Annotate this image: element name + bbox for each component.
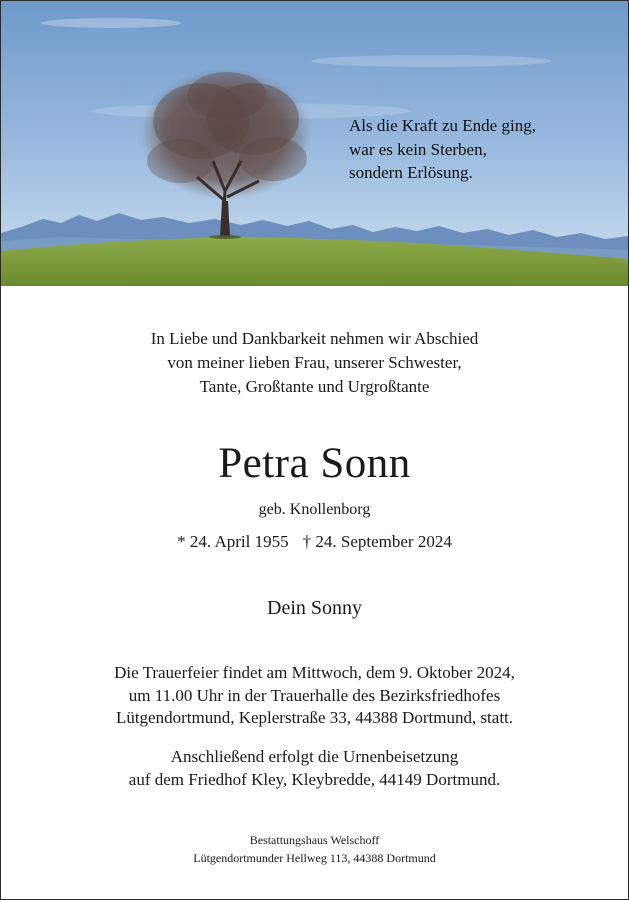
quote <box>349 114 536 185</box>
service-line: um 11.00 Uhr in der Trauerhalle des Bezirksfriedhofes <box>128 685 501 705</box>
burial-line: Anschließend erfolgt die Urnenbeisetzung <box>170 747 459 766</box>
burial-info <box>1 746 628 791</box>
quote-line: war es kein Sterben, <box>349 139 487 159</box>
deceased-name: Petra Sonn <box>218 440 411 487</box>
funeral-home-name: Bestattungshaus Welschoff <box>249 833 380 847</box>
service-line: Die Trauerfeier findet am Mittwoch, dem 9. Oktober 2024, <box>114 663 515 682</box>
funeral-service-info <box>1 662 628 730</box>
intro-line: von meiner lieben Frau, unserer Schwester, <box>167 353 462 372</box>
mourner-signature: Dein Sonny <box>267 597 362 619</box>
life-dates <box>1 531 628 553</box>
intro-text <box>1 327 628 399</box>
intro-line: Tante, Großtante und Urgroßtante <box>199 377 430 396</box>
burial-line: auf dem Friedhof Kley, Kleybredde, 44149 Dortmund. <box>128 769 501 789</box>
funeral-home-address: Lütgendortmunder Hellweg 113, 44388 Dortmund <box>193 851 436 865</box>
funeral-home <box>1 831 628 867</box>
service-line: Lütgendortmund, Keplerstraße 33, 44388 Dortmund, statt. <box>115 708 514 727</box>
birth-date: * 24. April 1955 <box>177 532 289 551</box>
quote-line: Als die Kraft zu Ende ging, <box>349 116 536 135</box>
death-date: † 24. September 2024 <box>302 532 452 551</box>
birth-name: geb. Knollenborg <box>258 501 371 518</box>
intro-line: In Liebe und Dankbarkeit nehmen wir Abschied <box>150 329 479 348</box>
quote-line: sondern Erlösung. <box>349 163 473 182</box>
